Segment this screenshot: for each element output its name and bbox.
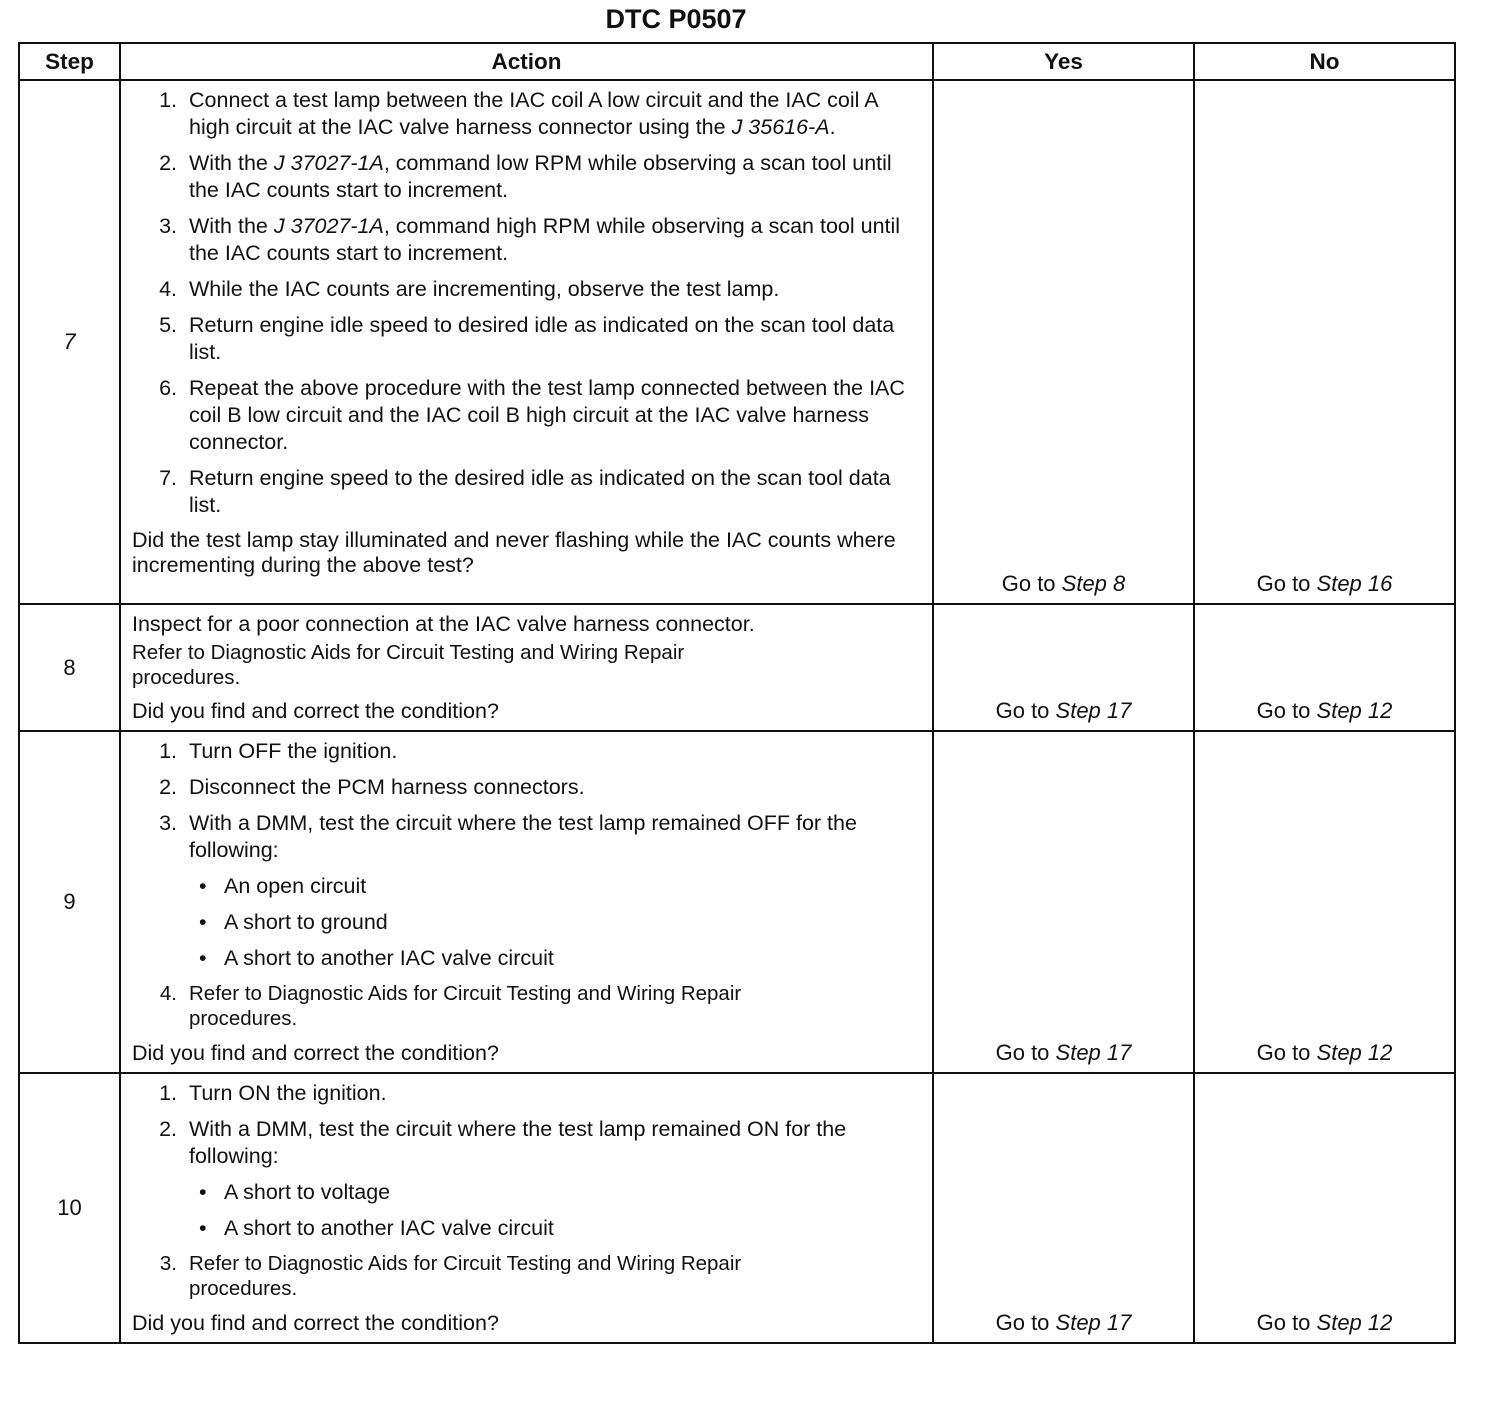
action-text: With the bbox=[189, 151, 274, 175]
list-number: 1. bbox=[159, 88, 177, 112]
yes-cell bbox=[933, 604, 1194, 731]
yes-cell bbox=[933, 80, 1194, 604]
list-number: 3. bbox=[159, 811, 177, 835]
table-row bbox=[19, 604, 1455, 731]
goto-label: Go to bbox=[1256, 571, 1317, 596]
diagnostic-table bbox=[18, 42, 1456, 1344]
list-number: 2. bbox=[159, 775, 177, 799]
page-title: DTC P0507 bbox=[605, 4, 747, 34]
action-text: While the IAC counts are incrementing, observe the test lamp. bbox=[189, 277, 780, 301]
list-number: 6. bbox=[159, 376, 177, 400]
yes-cell bbox=[933, 731, 1194, 1073]
header-no: No bbox=[1194, 43, 1455, 80]
step-number: 7 bbox=[19, 80, 120, 604]
bullet-item: • An open circuit bbox=[189, 873, 922, 900]
list-number: 1. bbox=[159, 1081, 177, 1105]
action-text: Repeat the above procedure with the test lamp connected between the IAC coil B low circuit and the IAC coil B high circuit at the IAC valve harness connector. bbox=[189, 376, 905, 454]
tool-reference: J 35616-A bbox=[731, 115, 830, 139]
step-number: 9 bbox=[19, 731, 120, 1073]
table-row bbox=[19, 80, 1455, 604]
action-text: Refer to Diagnostic Aids for Circuit Testing and Wiring Repair procedures. bbox=[189, 982, 742, 1030]
goto-label: Go to bbox=[995, 1040, 1056, 1065]
yes-cell bbox=[933, 1073, 1194, 1343]
action-cell bbox=[120, 731, 933, 1073]
action-text: Disconnect the PCM harness connectors. bbox=[189, 775, 585, 799]
bullet-item: • A short to another IAC valve circuit bbox=[189, 1215, 922, 1242]
bullet-list bbox=[189, 1179, 922, 1242]
bullet-list bbox=[189, 873, 922, 972]
action-cell bbox=[120, 1073, 933, 1343]
bullet-item: • A short to voltage bbox=[189, 1179, 922, 1206]
question-text: Did you find and correct the condition? bbox=[132, 699, 499, 723]
list-item bbox=[132, 1251, 749, 1301]
goto-step-link[interactable]: Step 8 bbox=[1061, 571, 1126, 596]
action-cell bbox=[120, 80, 933, 604]
goto-step-link[interactable]: Step 16 bbox=[1316, 571, 1393, 596]
step-number: 8 bbox=[19, 604, 120, 731]
action-list bbox=[132, 738, 922, 1031]
list-item bbox=[132, 465, 922, 519]
goto-step-link[interactable]: Step 17 bbox=[1055, 698, 1132, 723]
step-number: 10 bbox=[19, 1073, 120, 1343]
action-text: Return engine speed to the desired idle as indicated on the scan tool data list. bbox=[189, 466, 891, 517]
action-text: , command low RPM while observing a scan tool until the IAC counts start to increment. bbox=[189, 151, 892, 202]
list-item bbox=[132, 981, 749, 1031]
action-text: , command high RPM while observing a scan tool until the IAC counts start to increment. bbox=[189, 214, 901, 265]
goto-step-link[interactable]: Step 12 bbox=[1316, 1040, 1393, 1065]
list-number: 2. bbox=[159, 1117, 177, 1141]
table-row bbox=[19, 1073, 1455, 1343]
question-text: Did the test lamp stay illuminated and never flashing while the IAC counts where incrementing during the above test? bbox=[132, 528, 896, 577]
action-text: With a DMM, test the circuit where the test lamp remained ON for the following: bbox=[189, 1117, 847, 1168]
goto-step-link[interactable]: Step 17 bbox=[1055, 1310, 1132, 1335]
goto-step-link[interactable]: Step 12 bbox=[1316, 698, 1393, 723]
action-text: Connect a test lamp between the IAC coil A low circuit and the IAC coil A high circuit at the IAC valve harness connector using the bbox=[189, 88, 878, 139]
bullet-item: • A short to ground bbox=[189, 909, 922, 936]
action-text: . bbox=[829, 115, 836, 139]
tool-reference: J 37027-1A bbox=[273, 214, 384, 238]
action-list bbox=[132, 1080, 922, 1301]
action-text: With the bbox=[189, 214, 274, 238]
goto-label: Go to bbox=[995, 698, 1056, 723]
goto-label: Go to bbox=[1256, 698, 1317, 723]
action-text: Turn ON the ignition. bbox=[189, 1081, 387, 1105]
goto-step-link[interactable]: Step 12 bbox=[1316, 1310, 1393, 1335]
action-text: Turn OFF the ignition. bbox=[189, 739, 398, 763]
no-cell bbox=[1194, 604, 1455, 731]
list-item bbox=[132, 213, 922, 267]
action-text: With a DMM, test the circuit where the test lamp remained OFF for the following: bbox=[189, 811, 857, 862]
list-item bbox=[132, 1080, 922, 1107]
action-paragraph: Inspect for a poor connection at the IAC valve harness connector. bbox=[132, 612, 755, 636]
list-item bbox=[132, 1116, 922, 1242]
header-action: Action bbox=[120, 43, 933, 80]
question-text: Did you find and correct the condition? bbox=[132, 1311, 499, 1335]
list-number: 4. bbox=[159, 982, 177, 1005]
header-step: Step bbox=[19, 43, 120, 80]
action-text: Refer to Diagnostic Aids for Circuit Testing and Wiring Repair procedures. bbox=[189, 1252, 742, 1300]
goto-step-link[interactable]: Step 17 bbox=[1055, 1040, 1132, 1065]
header-yes: Yes bbox=[933, 43, 1194, 80]
list-number: 4. bbox=[159, 277, 177, 301]
list-number: 3. bbox=[159, 1252, 177, 1275]
question-text: Did you find and correct the condition? bbox=[132, 1041, 499, 1065]
list-item bbox=[132, 774, 922, 801]
list-number: 7. bbox=[159, 466, 177, 490]
no-cell bbox=[1194, 1073, 1455, 1343]
list-item bbox=[132, 312, 922, 366]
bullet-item: • A short to another IAC valve circuit bbox=[189, 945, 922, 972]
table-row bbox=[19, 731, 1455, 1073]
list-number: 5. bbox=[159, 313, 177, 337]
list-number: 3. bbox=[159, 214, 177, 238]
goto-label: Go to bbox=[995, 1310, 1056, 1335]
goto-label: Go to bbox=[1256, 1310, 1317, 1335]
action-list bbox=[132, 87, 922, 519]
goto-label: Go to bbox=[1256, 1040, 1317, 1065]
header-row bbox=[19, 43, 1455, 80]
no-cell bbox=[1194, 731, 1455, 1073]
list-item bbox=[132, 150, 922, 204]
list-item bbox=[132, 375, 922, 456]
tool-reference: J 37027-1A bbox=[273, 151, 384, 175]
goto-label: Go to bbox=[1001, 571, 1062, 596]
list-item bbox=[132, 276, 922, 303]
action-paragraph: Refer to Diagnostic Aids for Circuit Testing and Wiring Repair procedures. bbox=[132, 641, 685, 689]
action-text: Return engine idle speed to desired idle as indicated on the scan tool data list. bbox=[189, 313, 895, 364]
list-item bbox=[132, 87, 922, 141]
list-number: 2. bbox=[159, 151, 177, 175]
action-cell bbox=[120, 604, 933, 731]
list-item bbox=[132, 810, 922, 972]
list-item bbox=[132, 738, 922, 765]
list-number: 1. bbox=[159, 739, 177, 763]
no-cell bbox=[1194, 80, 1455, 604]
